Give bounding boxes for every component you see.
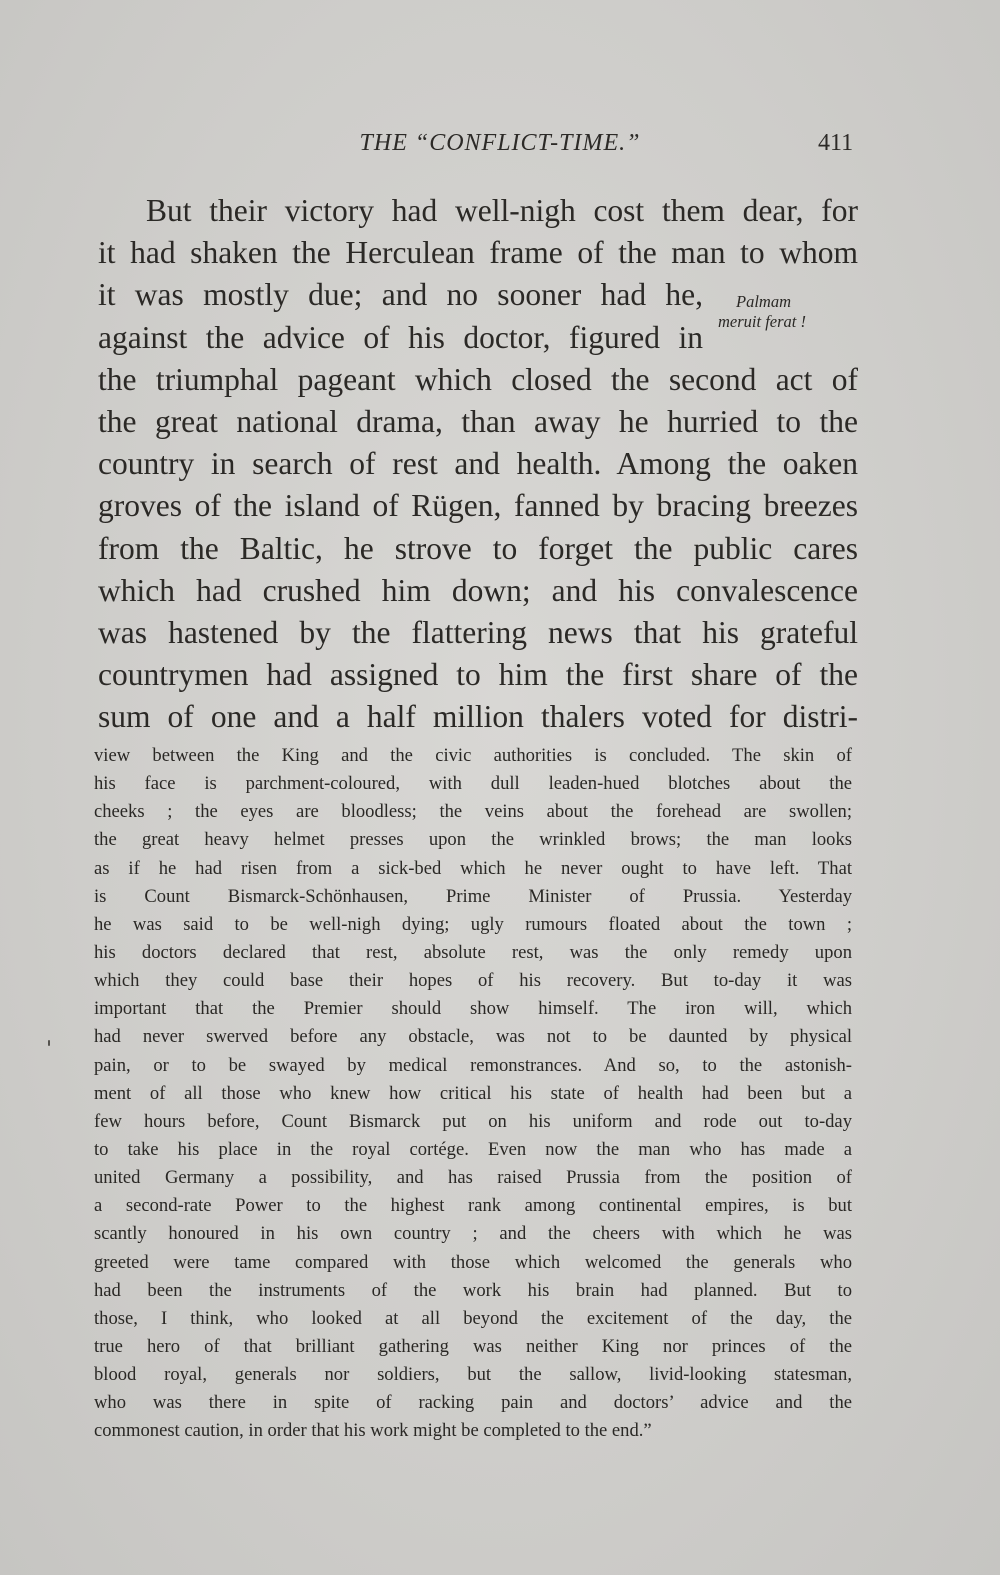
footnote-line: his doctors declared that rest, absolute rest, was the only remedy upon [94,941,852,963]
footnote-line: view between the King and the civic authorities is concluded. The skin of [94,745,852,766]
footnote-line: few hours before, Count Bismarck put on his uniform and rode out to-day [94,1110,852,1132]
footnote-line: his face is parchment-coloured, with dull leaden-hued blotches about the [94,773,852,795]
footnote-line: commonest caution, in order that his work might be completed to the end.” [94,1420,652,1442]
main-text-line: country in search of rest and health. Among the oaken [98,446,858,482]
footnote-line: the great heavy helmet presses upon the wrinkled brows; the man looks [94,829,852,851]
marginal-note [718,292,868,332]
footnote-line: scantly honoured in his own country ; and the cheers with which he was [94,1223,852,1245]
main-text-line: the triumphal pageant which closed the second act of [98,361,858,397]
footnote-line: important that the Premier should show himself. The iron will, which [94,998,852,1020]
footnote-line: pain, or to be swayed by medical remonstrances. And so, to the astonish- [94,1054,852,1076]
footnote-line: which they could base their hopes of his recovery. But to-day it was [94,970,852,992]
main-text-line: was hastened by the flattering news that his grateful [98,614,858,650]
scan-speck [48,1040,50,1046]
footnote-line: who was there in spite of racking pain and doctors’ advice and the [94,1392,852,1414]
footnote-line: greeted were tame compared with those which welcomed the generals who [94,1251,852,1273]
main-text-line: from the Baltic, he strove to forget the public cares [98,530,858,566]
footnote-line: a second-rate Power to the highest rank among continental empires, is but [94,1195,852,1217]
main-text-line: it was mostly due; and no sooner had he, [98,277,703,313]
footnote-block [94,742,852,1446]
marginal-note-line: Palmam [736,292,791,311]
footnote-line: he was said to be well-nigh dying; ugly rumours floated about the town ; [94,913,852,935]
running-header-title: THE “CONFLICT-TIME.” [359,130,641,156]
main-text-line: against the advice of his doctor, figured in [98,319,703,355]
footnote-line: true hero of that brilliant gathering was neither King nor princes of the [94,1335,852,1357]
marginal-note-line: meruit ferat ! [718,312,806,331]
main-paragraph [98,190,858,738]
footnote-line: is Count Bismarck-Schönhausen, Prime Minister of Prussia. Yesterday [94,885,852,907]
main-text-line: sum of one and a half million thalers voted for distri- [98,699,858,735]
main-text-line: But their victory had well-nigh cost them dear, for [146,193,858,228]
footnote-line: cheeks ; the eyes are bloodless; the veins about the forehead are swollen; [94,801,852,823]
footnote-line: united Germany a possibility, and has raised Prussia from the position of [94,1167,852,1189]
footnote-line: to take his place in the royal cortége. Even now the man who has made a [94,1138,852,1160]
footnote-line: ment of all those who knew how critical his state of health had been but a [94,1082,852,1104]
main-text-line: groves of the island of Rügen, fanned by bracing breezes [98,488,858,524]
footnote-line: blood royal, generals nor soldiers, but the sallow, livid-looking statesman, [94,1364,852,1386]
main-text-line: the great national drama, than away he hurried to the [98,403,858,439]
main-text-line: it had shaken the Herculean frame of the man to whom [98,235,858,271]
main-text-line: which had crushed him down; and his convalescence [98,572,858,608]
footnote-line: as if he had risen from a sick-bed which he never ought to have left. That [94,857,852,879]
footnote-line: had never swerved before any obstacle, was not to be daunted by physical [94,1026,852,1048]
footnote-line: those, I think, who looked at all beyond the excitement of the day, the [94,1307,852,1329]
page-number: 411 [818,130,854,156]
footnote-line: had been the instruments of the work his brain had planned. But to [94,1279,852,1301]
main-text-line: countrymen had assigned to him the first share of the [98,657,858,693]
